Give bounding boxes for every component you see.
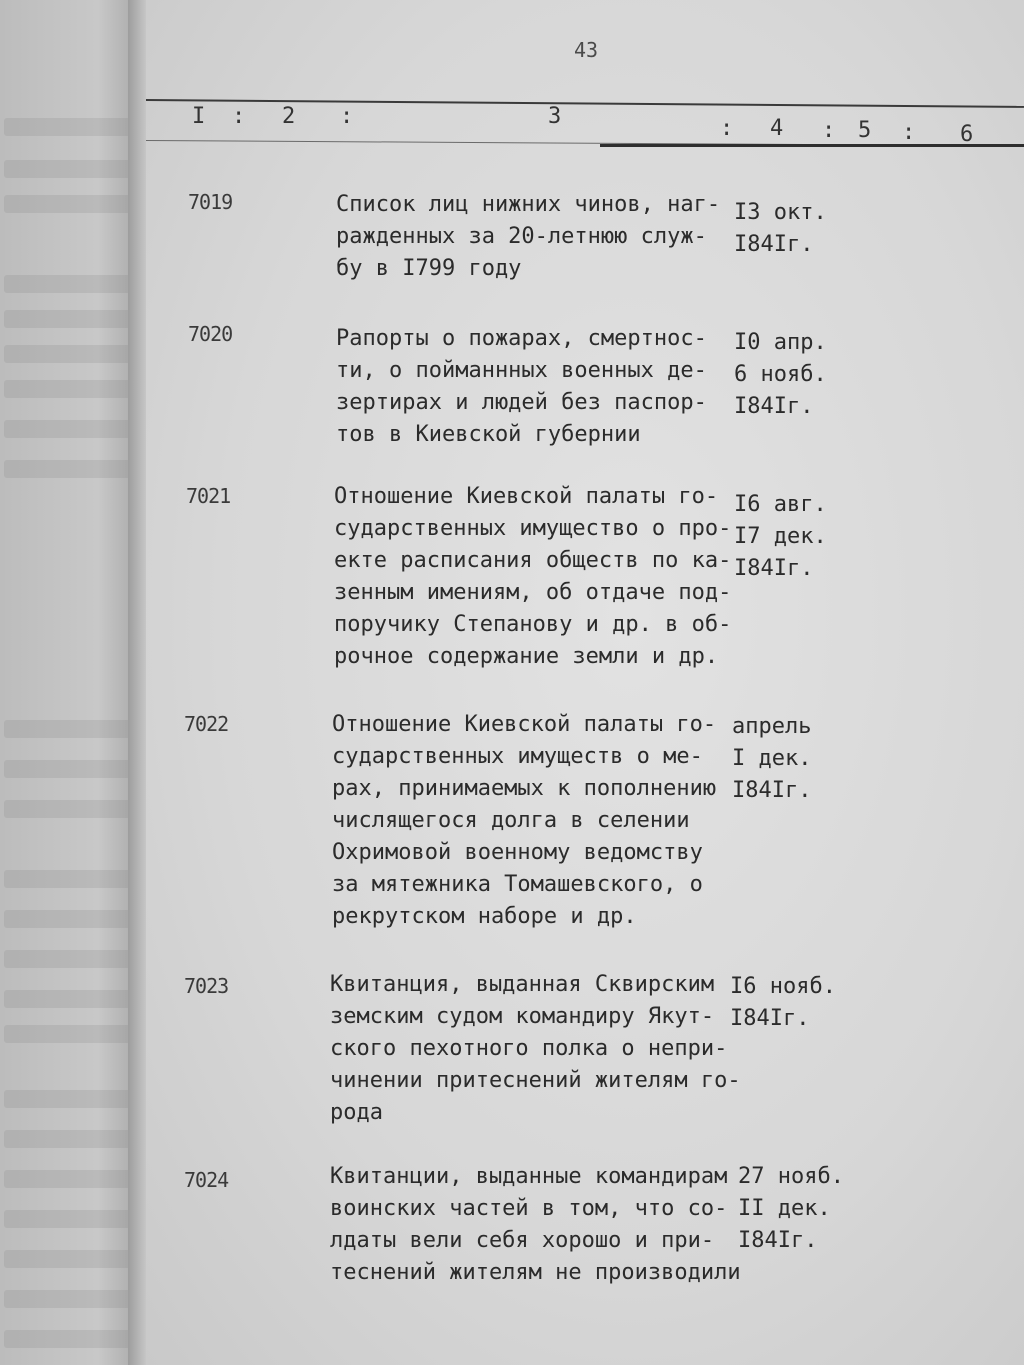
description-line: зенным имениям, об отдаче под- <box>334 580 732 605</box>
description-line: Список лиц нижних чинов, наг- <box>336 192 721 217</box>
description-line: лдаты вели себя хорошо и при- <box>330 1228 715 1253</box>
date-line: I6 нояб. <box>730 974 836 999</box>
ghost-text <box>4 1090 134 1108</box>
date-line: I84Iг. <box>734 232 814 257</box>
date-line: 6 нояб. <box>734 362 827 387</box>
ghost-text <box>4 160 134 178</box>
ghost-text <box>4 1130 134 1148</box>
date-line: I3 окт. <box>734 200 827 225</box>
date-line: I7 дек. <box>734 524 827 549</box>
description-line: Отношение Киевской палаты го- <box>334 484 719 509</box>
entry-number: 7024 <box>184 1168 229 1192</box>
column-header: 2 <box>282 104 296 129</box>
ghost-text <box>4 310 134 328</box>
ghost-text <box>4 1025 134 1043</box>
ghost-text <box>4 460 134 478</box>
date-line: I0 апр. <box>734 330 827 355</box>
description-line: рочное содержание земли и др. <box>334 644 719 669</box>
entry-number: 7022 <box>184 712 229 736</box>
column-separator: : <box>232 104 246 129</box>
ghost-text <box>4 720 134 738</box>
ghost-text <box>4 380 134 398</box>
ghost-text <box>4 1170 134 1188</box>
description-line: Квитанция, выданная Сквирским <box>330 972 715 997</box>
description-line: за мятежника Томашевского, о <box>332 872 703 897</box>
entry-number: 7021 <box>186 484 231 508</box>
column-separator: : <box>340 104 354 129</box>
column-header: 5 <box>858 118 872 143</box>
ghost-text <box>4 910 134 928</box>
description-line: рекрутском наборе и др. <box>332 904 637 929</box>
column-header: I <box>192 104 206 129</box>
date-line: I84Iг. <box>738 1228 818 1253</box>
column-separator: : <box>902 120 916 145</box>
ghost-text <box>4 345 134 363</box>
ghost-text <box>4 990 134 1008</box>
ghost-text <box>4 1330 134 1348</box>
ghost-text <box>4 118 134 136</box>
description-line: екте расписания обществ по ка- <box>334 548 732 573</box>
ghost-text <box>4 420 134 438</box>
description-line: Квитанции, выданные командирам <box>330 1164 728 1189</box>
date-line: I дек. <box>732 746 812 771</box>
description-line: воинских частей в том, что со- <box>330 1196 728 1221</box>
description-line: поручику Степанову и др. в об- <box>334 612 732 637</box>
column-separator: : <box>822 118 836 143</box>
description-line: ти, о пойманнных военных де- <box>336 358 707 383</box>
ghost-text <box>4 1290 134 1308</box>
column-header: 6 <box>960 122 974 147</box>
description-line: Охримовой военному ведомству <box>332 840 703 865</box>
date-line: I84Iг. <box>732 778 812 803</box>
date-line: II дек. <box>738 1196 831 1221</box>
description-line: земским судом командиру Якут- <box>330 1004 715 1029</box>
date-line: I84Iг. <box>730 1006 810 1031</box>
entry-number: 7020 <box>188 322 233 346</box>
description-line: ского пехотного полка о непри- <box>330 1036 728 1061</box>
description-line: рода <box>330 1100 383 1125</box>
entry-number: 7019 <box>188 190 233 214</box>
description-line: Отношение Киевской палаты го- <box>332 712 717 737</box>
date-line: I84Iг. <box>734 394 814 419</box>
ghost-text <box>4 800 134 818</box>
description-line: ражденных за 20-летнюю служ- <box>336 224 707 249</box>
date-line: I84Iг. <box>734 556 814 581</box>
description-line: чинении притеснений жителям го- <box>330 1068 741 1093</box>
date-line: I6 авг. <box>734 492 827 517</box>
column-separator: : <box>720 116 734 141</box>
description-line: теснений жителям не производили <box>330 1260 741 1285</box>
description-line: зертирах и людей без паспор- <box>336 390 707 415</box>
description-line: тов в Киевской губернии <box>336 422 641 447</box>
ghost-text <box>4 195 134 213</box>
description-line: сударственных имущество о про- <box>334 516 732 541</box>
ghost-text <box>4 1210 134 1228</box>
description-line: Рапорты о пожарах, смертнос- <box>336 326 707 351</box>
description-line: рах, принимаемых к пополнению <box>332 776 717 801</box>
page-number: 43 <box>574 38 599 62</box>
left-page-edge <box>0 0 140 1365</box>
description-line: бу в I799 году <box>336 256 522 281</box>
description-line: числящегося долга в селении <box>332 808 690 833</box>
date-line: 27 нояб. <box>738 1164 844 1189</box>
entry-number: 7023 <box>184 974 229 998</box>
column-header: 3 <box>548 104 562 129</box>
ghost-text <box>4 950 134 968</box>
column-header: 4 <box>770 116 784 141</box>
ghost-text <box>4 870 134 888</box>
description-line: сударственных имуществ о ме- <box>332 744 703 769</box>
ghost-text <box>4 1250 134 1268</box>
ghost-text <box>4 760 134 778</box>
date-line: апрель <box>732 714 812 739</box>
ghost-text <box>4 275 134 293</box>
